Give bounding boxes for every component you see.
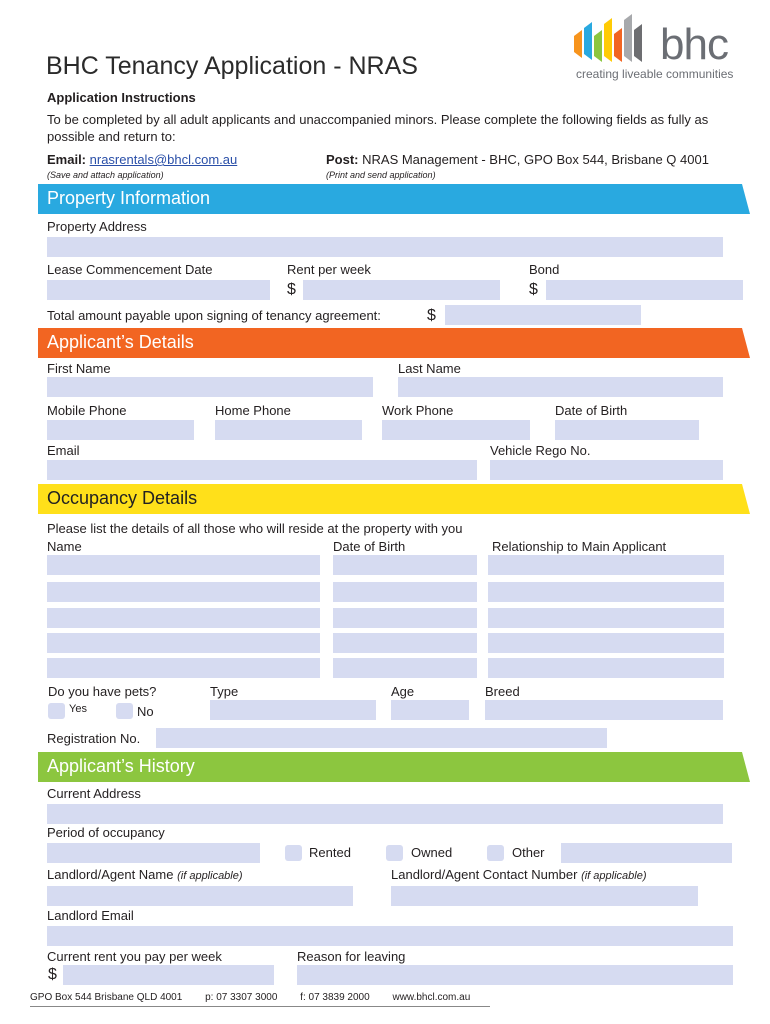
occupant-3-name-field[interactable] <box>47 608 320 628</box>
pets-no-label: No <box>137 704 154 719</box>
pet-type-field[interactable] <box>210 700 376 720</box>
occupant-3-dob-field[interactable] <box>333 608 477 628</box>
pets-label: Do you have pets? <box>48 684 157 699</box>
owned-label: Owned <box>411 845 453 860</box>
footer-divider <box>30 1006 490 1007</box>
registration-field[interactable] <box>156 728 607 748</box>
post-address: NRAS Management - BHC, GPO Box 544, Brisbane Q 4001 <box>362 152 709 167</box>
instructions-heading: Application Instructions <box>47 90 196 105</box>
period-field[interactable] <box>47 843 260 863</box>
section-title: Property Information <box>47 188 211 208</box>
total-payable-label: Total amount payable upon signing of tenancy agreement: <box>47 308 381 323</box>
instructions-text: To be completed by all adult applicants and unaccompanied minors. Please complete the following fields as fully as possible and return to: <box>47 112 709 144</box>
pet-age-label: Age <box>391 684 415 699</box>
bhc-logo-text: bhc <box>660 20 728 69</box>
home-phone-field[interactable] <box>215 420 362 440</box>
bond-field[interactable] <box>546 280 743 300</box>
work-phone-field[interactable] <box>382 420 530 440</box>
mobile-phone-label: Mobile Phone <box>47 403 127 418</box>
lease-date-field[interactable] <box>47 280 270 300</box>
last-name-label: Last Name <box>398 361 461 376</box>
occupant-5-relationship-field[interactable] <box>488 658 724 678</box>
landlord-contact-label: Landlord/Agent Contact Number <box>391 867 578 882</box>
occupant-name-label: Name <box>47 539 82 554</box>
email-note: (Save and attach application) <box>47 170 164 180</box>
current-address-label: Current Address <box>47 786 141 801</box>
landlord-name-label: Landlord/Agent Name <box>47 867 174 882</box>
pets-yes-checkbox[interactable] <box>48 703 65 719</box>
occupant-3-relationship-field[interactable] <box>488 608 724 628</box>
current-rent-label: Current rent you pay per week <box>47 949 222 964</box>
first-name-label: First Name <box>47 361 111 376</box>
lease-date-label: Lease Commencement Date <box>47 262 213 277</box>
vehicle-rego-label: Vehicle Rego No. <box>490 443 591 458</box>
landlord-contact-label-group <box>391 867 647 882</box>
reason-leaving-field[interactable] <box>297 965 733 985</box>
brand-tagline: creating liveable communities <box>576 67 734 81</box>
occupant-dob-label: Date of Birth <box>333 539 406 554</box>
landlord-name-field[interactable] <box>47 886 353 906</box>
section-title: Occupancy Details <box>47 488 198 508</box>
occupancy-intro: Please list the details of all those who will reside at the property with you <box>47 521 463 536</box>
home-phone-label: Home Phone <box>215 403 291 418</box>
email-label: Email: <box>47 152 87 167</box>
occupant-4-dob-field[interactable] <box>333 633 477 653</box>
other-label: Other <box>512 845 545 860</box>
occupant-4-name-field[interactable] <box>47 633 320 653</box>
pets-no-checkbox[interactable] <box>116 703 133 719</box>
rented-label: Rented <box>309 845 351 860</box>
section-history <box>38 752 750 782</box>
occupant-5-name-field[interactable] <box>47 658 320 678</box>
landlord-name-label-group <box>47 867 243 882</box>
section-property <box>38 184 750 214</box>
dob-label: Date of Birth <box>555 403 628 418</box>
current-rent-field[interactable] <box>63 965 274 985</box>
occupant-2-name-field[interactable] <box>47 582 320 602</box>
bond-label: Bond <box>529 262 560 277</box>
section-title: Applicant’s History <box>47 756 195 776</box>
period-label: Period of occupancy <box>47 825 165 840</box>
footer <box>30 992 490 1003</box>
vehicle-rego-field[interactable] <box>490 460 723 480</box>
occupant-2-relationship-field[interactable] <box>488 582 724 602</box>
pet-breed-field[interactable] <box>485 700 723 720</box>
registration-label: Registration No. <box>47 731 141 746</box>
page-title: BHC Tenancy Application - NRAS <box>46 52 418 80</box>
applicant-email-label: Email <box>47 443 80 458</box>
current-rent-currency: $ <box>48 966 57 983</box>
footer-phone: p: 07 3307 3000 <box>205 992 278 1003</box>
last-name-field[interactable] <box>398 377 723 397</box>
work-phone-label: Work Phone <box>382 403 454 418</box>
first-name-field[interactable] <box>47 377 373 397</box>
post-contact <box>326 152 709 167</box>
occupant-5-dob-field[interactable] <box>333 658 477 678</box>
rented-checkbox[interactable] <box>285 845 302 861</box>
rent-currency: $ <box>287 281 296 298</box>
occupant-1-name-field[interactable] <box>47 555 320 575</box>
property-address-field[interactable] <box>47 237 723 257</box>
email-contact <box>47 152 237 167</box>
owned-checkbox[interactable] <box>386 845 403 861</box>
landlord-contact-note: (if applicable) <box>581 870 647 882</box>
current-address-field[interactable] <box>47 804 723 824</box>
post-note: (Print and send application) <box>326 170 436 180</box>
section-occupancy <box>38 484 750 514</box>
email-link[interactable]: nrasrentals@bhcl.com.au <box>89 152 238 167</box>
occupant-4-relationship-field[interactable] <box>488 633 724 653</box>
dob-field[interactable] <box>555 420 699 440</box>
bond-currency: $ <box>529 281 538 298</box>
footer-address: GPO Box 544 Brisbane QLD 4001 <box>30 992 183 1003</box>
other-checkbox[interactable] <box>487 845 504 861</box>
landlord-email-label: Landlord Email <box>47 908 134 923</box>
applicant-email-field[interactable] <box>47 460 477 480</box>
pet-type-label: Type <box>210 684 239 699</box>
rent-label: Rent per week <box>287 262 371 277</box>
occupant-1-dob-field[interactable] <box>333 555 477 575</box>
post-label: Post: <box>326 152 359 167</box>
pet-breed-label: Breed <box>485 684 520 699</box>
occupant-relationship-label: Relationship to Main Applicant <box>492 539 667 554</box>
landlord-contact-field[interactable] <box>391 886 698 906</box>
reason-leaving-label: Reason for leaving <box>297 949 406 964</box>
footer-fax: f: 07 3839 2000 <box>300 992 370 1003</box>
section-applicant <box>38 328 750 358</box>
landlord-name-note: (if applicable) <box>177 870 243 882</box>
section-title: Applicant’s Details <box>47 332 194 352</box>
rent-field[interactable] <box>303 280 500 300</box>
total-payable-field[interactable] <box>445 305 641 325</box>
total-currency: $ <box>427 307 436 324</box>
occupant-1-relationship-field[interactable] <box>488 555 724 575</box>
landlord-email-field[interactable] <box>47 926 733 946</box>
pets-yes-label: Yes <box>69 703 87 715</box>
other-field[interactable] <box>561 843 732 863</box>
mobile-phone-field[interactable] <box>47 420 194 440</box>
footer-web[interactable]: www.bhcl.com.au <box>392 992 471 1003</box>
property-address-label: Property Address <box>47 219 147 234</box>
pet-age-field[interactable] <box>391 700 469 720</box>
occupant-2-dob-field[interactable] <box>333 582 477 602</box>
bhc-logo-mark <box>574 14 660 69</box>
